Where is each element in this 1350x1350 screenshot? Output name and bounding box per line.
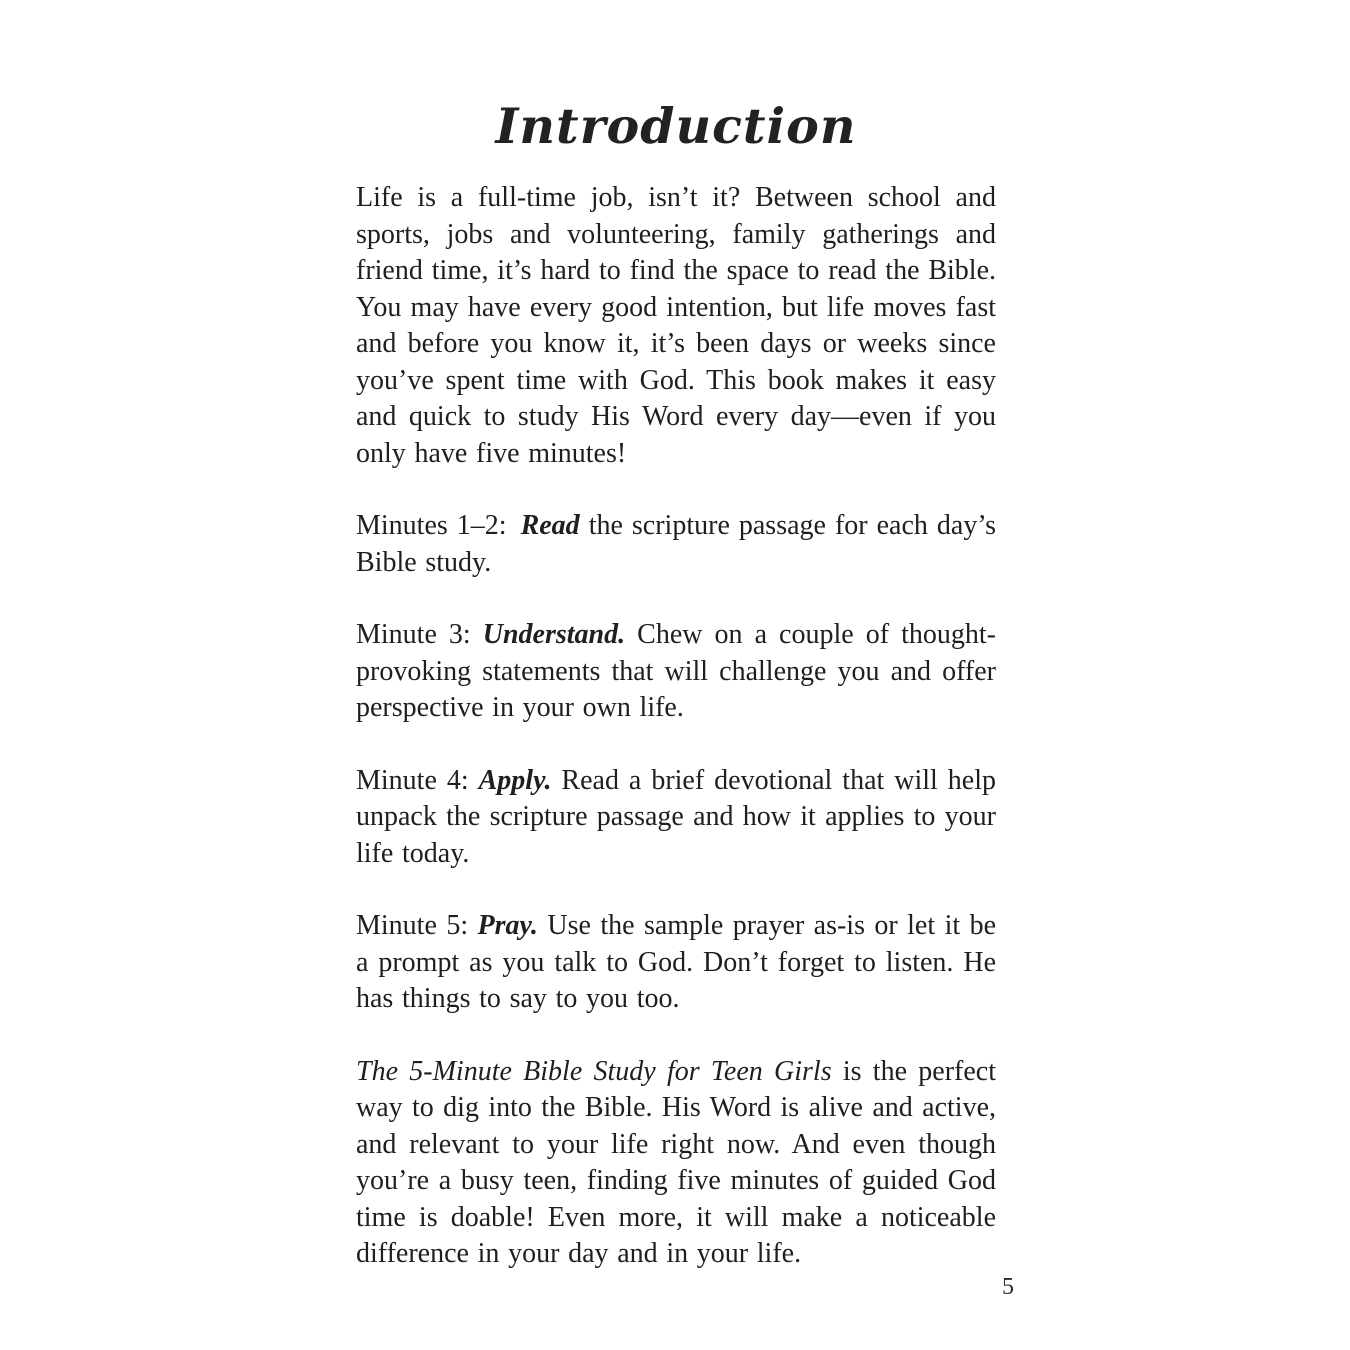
paragraph — [356, 1054, 996, 1273]
text-segment: Chew on a couple of thought-provoking statements that will challenge you and offer perspective in your own life. — [356, 619, 996, 723]
emphasis-segment: Read — [520, 510, 580, 541]
paragraph — [356, 617, 996, 727]
emphasis-segment: Pray. — [477, 910, 538, 941]
emphasis-segment: Understand. — [482, 619, 626, 650]
paragraph — [356, 180, 996, 472]
text-segment: Use the sample prayer as-is or let it be a prompt as you talk to God. Don’t forget to listen. He has things to say to you too. — [356, 910, 996, 1014]
paragraph — [356, 763, 996, 873]
text-segment: is the perfect way to dig into the Bible. His Word is alive and active, and relevant to your life right now. And even though you’re a busy teen, finding five minutes of guided God time is doable! Even more, it will make a noticeable difference in your day and in your life. — [356, 1055, 996, 1269]
paragraph — [356, 508, 996, 581]
text-segment: Minute 5: — [356, 910, 478, 941]
text-segment: Life is a full-time job, isn’t it? Between school and sports, jobs and volunteering, family gatherings and friend time, it’s hard to find the space to read the Bible. You may have every good intention, but life moves fast and before you know it, it’s been days or weeks since you’ve spent time with God. This book makes it easy and quick to study His Word every day—even if you only have five minutes! — [356, 182, 996, 469]
page-body — [356, 180, 996, 1273]
page-content — [356, 94, 996, 1273]
page-number: 5 — [1002, 1274, 1014, 1300]
text-segment: Read a brief devotional that will help unpack the scripture passage and how it applies to your life today. — [356, 764, 996, 869]
text-segment: Minutes 1–2: — [356, 510, 521, 541]
paragraph — [356, 908, 996, 1018]
emphasis-segment: Apply. — [478, 764, 552, 796]
page-title: Introduction — [495, 97, 857, 155]
text-segment: Minute 3: — [356, 619, 483, 650]
emphasis-segment: The 5-Minute Bible Study for Teen Girls — [356, 1055, 832, 1087]
text-segment: Minute 4: — [356, 764, 479, 796]
text-segment: the scripture passage for each day’s Bible study. — [356, 510, 997, 578]
